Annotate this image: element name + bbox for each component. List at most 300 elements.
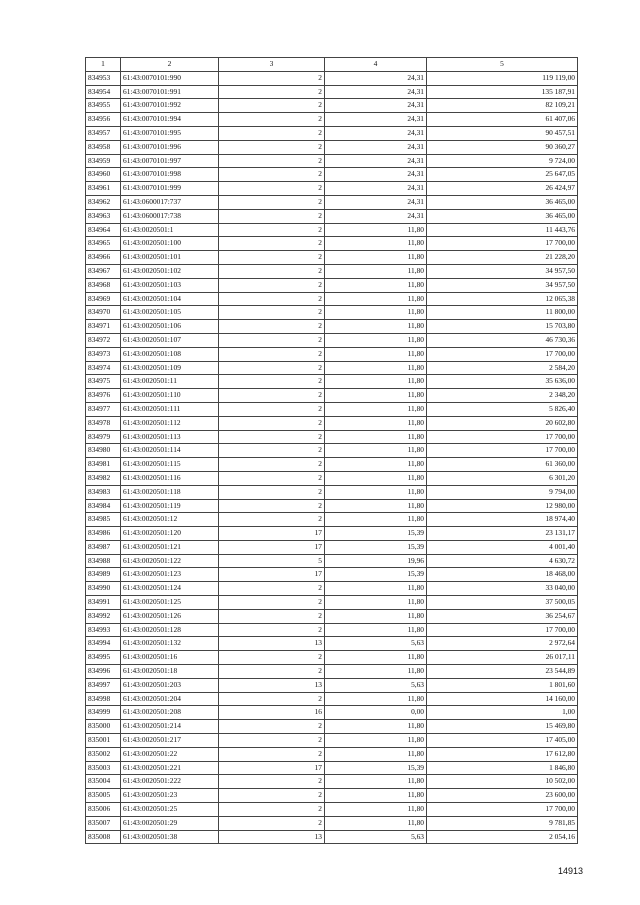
cell-col-1: 834981 [86, 458, 121, 472]
cell-col-1: 834979 [86, 430, 121, 444]
cell-col-2: 61:43:0020501:22 [121, 747, 219, 761]
cell-col-1: 834993 [86, 623, 121, 637]
cell-col-5: 17 700,00 [427, 623, 578, 637]
cell-col-3: 16 [219, 706, 325, 720]
table-row [86, 223, 578, 237]
cell-col-2: 61:43:0020501:102 [121, 264, 219, 278]
cell-col-1: 834973 [86, 347, 121, 361]
cell-col-1: 835002 [86, 747, 121, 761]
cell-col-5: 1 846,80 [427, 761, 578, 775]
cell-col-1: 835008 [86, 830, 121, 844]
cell-col-3: 2 [219, 209, 325, 223]
table-row [86, 154, 578, 168]
cell-col-2: 61:43:0070101:998 [121, 168, 219, 182]
cell-col-4: 11,80 [325, 513, 427, 527]
cell-col-1: 834974 [86, 361, 121, 375]
cell-col-5: 17 700,00 [427, 430, 578, 444]
header-col-3: 3 [219, 58, 325, 72]
table-row [86, 596, 578, 610]
cell-col-2: 61:43:0020501:221 [121, 761, 219, 775]
cell-col-1: 834980 [86, 444, 121, 458]
cell-col-4: 11,80 [325, 237, 427, 251]
table-body [86, 71, 578, 844]
cell-col-2: 61:43:0020501:104 [121, 292, 219, 306]
table-row [86, 361, 578, 375]
cell-col-3: 2 [219, 596, 325, 610]
cell-col-3: 2 [219, 278, 325, 292]
cell-col-4: 24,31 [325, 154, 427, 168]
cell-col-5: 2 348,20 [427, 389, 578, 403]
cell-col-5: 35 636,00 [427, 375, 578, 389]
cell-col-2: 61:43:0020501:103 [121, 278, 219, 292]
cell-col-3: 2 [219, 264, 325, 278]
table-row [86, 651, 578, 665]
cell-col-3: 2 [219, 99, 325, 113]
cell-col-5: 15 703,80 [427, 320, 578, 334]
table-row [86, 747, 578, 761]
cell-col-4: 5,63 [325, 678, 427, 692]
cell-col-2: 61:43:0020501:107 [121, 333, 219, 347]
cell-col-2: 61:43:0070101:992 [121, 99, 219, 113]
table-row [86, 182, 578, 196]
cell-col-3: 2 [219, 458, 325, 472]
table-row [86, 444, 578, 458]
cell-col-3: 2 [219, 499, 325, 513]
cell-col-4: 11,80 [325, 251, 427, 265]
cell-col-2: 61:43:0020501:106 [121, 320, 219, 334]
cell-col-3: 2 [219, 734, 325, 748]
cell-col-4: 24,31 [325, 113, 427, 127]
cell-col-5: 1 801,60 [427, 678, 578, 692]
cell-col-3: 17 [219, 527, 325, 541]
cell-col-4: 11,80 [325, 665, 427, 679]
cell-col-4: 11,80 [325, 444, 427, 458]
cell-col-3: 2 [219, 665, 325, 679]
cell-col-4: 11,80 [325, 775, 427, 789]
cell-col-2: 61:43:0020501:109 [121, 361, 219, 375]
cell-col-5: 18 974,40 [427, 513, 578, 527]
cell-col-2: 61:43:0020501:122 [121, 554, 219, 568]
table-row [86, 402, 578, 416]
cell-col-1: 835000 [86, 720, 121, 734]
cell-col-5: 34 957,50 [427, 278, 578, 292]
cell-col-3: 17 [219, 761, 325, 775]
cell-col-4: 11,80 [325, 292, 427, 306]
cell-col-5: 9 781,85 [427, 816, 578, 830]
cell-col-1: 834966 [86, 251, 121, 265]
cell-col-4: 24,31 [325, 85, 427, 99]
cell-col-3: 2 [219, 320, 325, 334]
cell-col-3: 2 [219, 251, 325, 265]
cell-col-3: 13 [219, 637, 325, 651]
cell-col-2: 61:43:0020501:118 [121, 485, 219, 499]
cell-col-1: 835006 [86, 803, 121, 817]
cell-col-2: 61:43:0070101:990 [121, 71, 219, 85]
table-row [86, 416, 578, 430]
table-row [86, 568, 578, 582]
table-row [86, 99, 578, 113]
cell-col-2: 61:43:0020501:16 [121, 651, 219, 665]
cell-col-4: 11,80 [325, 609, 427, 623]
cell-col-1: 834968 [86, 278, 121, 292]
table-row [86, 292, 578, 306]
cell-col-1: 834956 [86, 113, 121, 127]
cell-col-3: 2 [219, 775, 325, 789]
cell-col-2: 61:43:0020501:126 [121, 609, 219, 623]
cell-col-2: 61:43:0020501:124 [121, 582, 219, 596]
cell-col-1: 835004 [86, 775, 121, 789]
cell-col-1: 834983 [86, 485, 121, 499]
cell-col-2: 61:43:0020501:1 [121, 223, 219, 237]
cell-col-1: 834967 [86, 264, 121, 278]
table-row [86, 720, 578, 734]
cell-col-1: 835007 [86, 816, 121, 830]
table-row [86, 706, 578, 720]
cell-col-4: 11,80 [325, 458, 427, 472]
cell-col-3: 13 [219, 830, 325, 844]
cell-col-4: 11,80 [325, 734, 427, 748]
cell-col-2: 61:43:0020501:111 [121, 402, 219, 416]
cell-col-2: 61:43:0020501:11 [121, 375, 219, 389]
cell-col-4: 11,80 [325, 402, 427, 416]
table-row [86, 320, 578, 334]
cell-col-5: 82 109,21 [427, 99, 578, 113]
cell-col-5: 36 254,67 [427, 609, 578, 623]
cell-col-4: 15,39 [325, 568, 427, 582]
cell-col-1: 834969 [86, 292, 121, 306]
cell-col-4: 11,80 [325, 803, 427, 817]
cell-col-3: 2 [219, 720, 325, 734]
cell-col-2: 61:43:0020501:105 [121, 306, 219, 320]
cell-col-1: 834975 [86, 375, 121, 389]
cell-col-3: 2 [219, 140, 325, 154]
cell-col-1: 835005 [86, 789, 121, 803]
cell-col-1: 834971 [86, 320, 121, 334]
cell-col-5: 90 457,51 [427, 126, 578, 140]
cell-col-3: 2 [219, 485, 325, 499]
cell-col-1: 834964 [86, 223, 121, 237]
table-row [86, 333, 578, 347]
cell-col-1: 834954 [86, 85, 121, 99]
cell-col-4: 11,80 [325, 375, 427, 389]
cell-col-3: 2 [219, 292, 325, 306]
cell-col-1: 834984 [86, 499, 121, 513]
cell-col-5: 4 001,40 [427, 540, 578, 554]
cell-col-2: 61:43:0020501:203 [121, 678, 219, 692]
cell-col-2: 61:43:0020501:214 [121, 720, 219, 734]
cell-col-2: 61:43:0020501:115 [121, 458, 219, 472]
cell-col-1: 834955 [86, 99, 121, 113]
cell-col-5: 36 465,00 [427, 195, 578, 209]
table-row [86, 71, 578, 85]
cell-col-5: 5 826,40 [427, 402, 578, 416]
cell-col-3: 2 [219, 126, 325, 140]
cell-col-1: 834994 [86, 637, 121, 651]
cell-col-2: 61:43:0020501:29 [121, 816, 219, 830]
cell-col-4: 11,80 [325, 347, 427, 361]
table-header [86, 58, 578, 72]
cell-col-2: 61:43:0020501:12 [121, 513, 219, 527]
table-row [86, 251, 578, 265]
cell-col-2: 61:43:0020501:125 [121, 596, 219, 610]
cell-col-5: 15 469,80 [427, 720, 578, 734]
page-number: 14913 [558, 866, 584, 876]
table-row [86, 264, 578, 278]
cell-col-4: 11,80 [325, 747, 427, 761]
cell-col-3: 2 [219, 182, 325, 196]
cell-col-3: 2 [219, 347, 325, 361]
cell-col-5: 14 160,00 [427, 692, 578, 706]
table-row [86, 306, 578, 320]
cell-col-4: 24,31 [325, 209, 427, 223]
cell-col-2: 61:43:0020501:110 [121, 389, 219, 403]
cell-col-2: 61:43:0020501:101 [121, 251, 219, 265]
cell-col-3: 2 [219, 113, 325, 127]
cell-col-5: 37 500,05 [427, 596, 578, 610]
cell-col-2: 61:43:0020501:116 [121, 471, 219, 485]
cell-col-2: 61:43:0020501:119 [121, 499, 219, 513]
cell-col-4: 24,31 [325, 99, 427, 113]
cell-col-5: 17 405,00 [427, 734, 578, 748]
cell-col-3: 2 [219, 803, 325, 817]
cell-col-1: 834986 [86, 527, 121, 541]
cell-col-5: 17 700,00 [427, 237, 578, 251]
cell-col-5: 12 065,38 [427, 292, 578, 306]
table-row [86, 113, 578, 127]
cell-col-1: 834970 [86, 306, 121, 320]
cell-col-3: 2 [219, 609, 325, 623]
table-row [86, 430, 578, 444]
cell-col-2: 61:43:0020501:217 [121, 734, 219, 748]
cell-col-3: 17 [219, 540, 325, 554]
table-row [86, 85, 578, 99]
cell-col-1: 834989 [86, 568, 121, 582]
cell-col-5: 11 443,76 [427, 223, 578, 237]
cell-col-2: 61:43:0020501:108 [121, 347, 219, 361]
cell-col-5: 21 228,20 [427, 251, 578, 265]
header-col-5: 5 [427, 58, 578, 72]
cell-col-3: 2 [219, 582, 325, 596]
cell-col-4: 11,80 [325, 471, 427, 485]
cell-col-3: 2 [219, 747, 325, 761]
cell-col-1: 834959 [86, 154, 121, 168]
cell-col-1: 834961 [86, 182, 121, 196]
cell-col-4: 5,63 [325, 830, 427, 844]
cell-col-1: 834990 [86, 582, 121, 596]
cell-col-1: 834997 [86, 678, 121, 692]
cell-col-5: 17 612,80 [427, 747, 578, 761]
cell-col-3: 2 [219, 85, 325, 99]
cell-col-2: 61:43:0070101:994 [121, 113, 219, 127]
cell-col-3: 13 [219, 678, 325, 692]
header-col-2: 2 [121, 58, 219, 72]
cell-col-2: 61:43:0020501:123 [121, 568, 219, 582]
table-row [86, 692, 578, 706]
cell-col-1: 834999 [86, 706, 121, 720]
table-row [86, 195, 578, 209]
cell-col-4: 24,31 [325, 71, 427, 85]
cell-col-1: 834972 [86, 333, 121, 347]
cell-col-5: 17 700,00 [427, 347, 578, 361]
cell-col-1: 834992 [86, 609, 121, 623]
table-row [86, 554, 578, 568]
table-row [86, 527, 578, 541]
cell-col-3: 2 [219, 430, 325, 444]
table-row [86, 816, 578, 830]
table-row [86, 389, 578, 403]
header-col-4: 4 [325, 58, 427, 72]
cell-col-5: 1,00 [427, 706, 578, 720]
cell-col-5: 4 630,72 [427, 554, 578, 568]
cell-col-1: 834962 [86, 195, 121, 209]
cell-col-5: 23 544,89 [427, 665, 578, 679]
cell-col-2: 61:43:0020501:222 [121, 775, 219, 789]
cell-col-4: 24,31 [325, 182, 427, 196]
cell-col-3: 2 [219, 168, 325, 182]
cell-col-3: 2 [219, 651, 325, 665]
cell-col-2: 61:43:0020501:120 [121, 527, 219, 541]
cell-col-3: 2 [219, 333, 325, 347]
cell-col-5: 26 017,11 [427, 651, 578, 665]
cell-col-4: 15,39 [325, 761, 427, 775]
cell-col-3: 2 [219, 71, 325, 85]
table-row [86, 582, 578, 596]
cell-col-4: 19,96 [325, 554, 427, 568]
cell-col-1: 834985 [86, 513, 121, 527]
table-row [86, 513, 578, 527]
cell-col-4: 11,80 [325, 278, 427, 292]
cell-col-3: 2 [219, 375, 325, 389]
cell-col-5: 2 584,20 [427, 361, 578, 375]
cell-col-5: 9 794,00 [427, 485, 578, 499]
table-row [86, 775, 578, 789]
cell-col-5: 11 800,00 [427, 306, 578, 320]
cell-col-4: 11,80 [325, 789, 427, 803]
cell-col-4: 11,80 [325, 651, 427, 665]
cell-col-2: 61:43:0020501:112 [121, 416, 219, 430]
table-row [86, 609, 578, 623]
cell-col-4: 11,80 [325, 306, 427, 320]
cell-col-3: 2 [219, 416, 325, 430]
cell-col-4: 24,31 [325, 168, 427, 182]
cell-col-2: 61:43:0600017:738 [121, 209, 219, 223]
cell-col-2: 61:43:0020501:114 [121, 444, 219, 458]
cell-col-4: 11,80 [325, 416, 427, 430]
cell-col-1: 834998 [86, 692, 121, 706]
table-row [86, 637, 578, 651]
cell-col-4: 11,80 [325, 264, 427, 278]
cell-col-3: 2 [219, 513, 325, 527]
cell-col-4: 11,80 [325, 596, 427, 610]
cell-col-5: 135 187,91 [427, 85, 578, 99]
cell-col-4: 5,63 [325, 637, 427, 651]
cell-col-3: 2 [219, 789, 325, 803]
table-row [86, 485, 578, 499]
table-row [86, 803, 578, 817]
cell-col-3: 2 [219, 444, 325, 458]
cell-col-1: 834996 [86, 665, 121, 679]
cell-col-2: 61:43:0020501:208 [121, 706, 219, 720]
cell-col-3: 2 [219, 816, 325, 830]
cell-col-4: 11,80 [325, 582, 427, 596]
cell-col-5: 25 647,05 [427, 168, 578, 182]
data-table [85, 57, 578, 844]
table-row [86, 471, 578, 485]
cell-col-1: 835001 [86, 734, 121, 748]
table-row [86, 540, 578, 554]
cell-col-3: 5 [219, 554, 325, 568]
cell-col-1: 834977 [86, 402, 121, 416]
cell-col-4: 11,80 [325, 485, 427, 499]
cell-col-2: 61:43:0600017:737 [121, 195, 219, 209]
cell-col-2: 61:43:0070101:991 [121, 85, 219, 99]
header-row [86, 58, 578, 72]
cell-col-2: 61:43:0070101:999 [121, 182, 219, 196]
cell-col-2: 61:43:0020501:38 [121, 830, 219, 844]
cell-col-1: 834957 [86, 126, 121, 140]
cell-col-4: 24,31 [325, 195, 427, 209]
cell-col-5: 9 724,00 [427, 154, 578, 168]
table-row [86, 830, 578, 844]
cell-col-5: 34 957,50 [427, 264, 578, 278]
cell-col-3: 2 [219, 389, 325, 403]
cell-col-4: 11,80 [325, 720, 427, 734]
cell-col-5: 12 980,00 [427, 499, 578, 513]
cell-col-2: 61:43:0020501:18 [121, 665, 219, 679]
cell-col-5: 17 700,00 [427, 803, 578, 817]
cell-col-2: 61:43:0070101:995 [121, 126, 219, 140]
cell-col-5: 46 730,36 [427, 333, 578, 347]
cell-col-5: 20 602,80 [427, 416, 578, 430]
cell-col-3: 2 [219, 361, 325, 375]
table-row [86, 665, 578, 679]
cell-col-2: 61:43:0020501:121 [121, 540, 219, 554]
cell-col-1: 835003 [86, 761, 121, 775]
cell-col-3: 2 [219, 306, 325, 320]
cell-col-5: 17 700,00 [427, 444, 578, 458]
table-row [86, 168, 578, 182]
cell-col-3: 17 [219, 568, 325, 582]
cell-col-5: 18 468,00 [427, 568, 578, 582]
cell-col-5: 36 465,00 [427, 209, 578, 223]
table-row [86, 209, 578, 223]
cell-col-5: 26 424,97 [427, 182, 578, 196]
cell-col-5: 90 360,27 [427, 140, 578, 154]
header-col-1: 1 [86, 58, 121, 72]
cell-col-2: 61:43:0020501:128 [121, 623, 219, 637]
table-row [86, 623, 578, 637]
cell-col-1: 834982 [86, 471, 121, 485]
cell-col-5: 10 502,00 [427, 775, 578, 789]
cell-col-2: 61:43:0020501:204 [121, 692, 219, 706]
cell-col-1: 834988 [86, 554, 121, 568]
cell-col-4: 11,80 [325, 430, 427, 444]
cell-col-2: 61:43:0070101:996 [121, 140, 219, 154]
cell-col-1: 834953 [86, 71, 121, 85]
cell-col-4: 11,80 [325, 816, 427, 830]
table-row [86, 734, 578, 748]
cell-col-4: 11,80 [325, 320, 427, 334]
cell-col-1: 834995 [86, 651, 121, 665]
cell-col-3: 2 [219, 402, 325, 416]
cell-col-3: 2 [219, 154, 325, 168]
cell-col-2: 61:43:0020501:132 [121, 637, 219, 651]
cell-col-3: 2 [219, 623, 325, 637]
cell-col-2: 61:43:0020501:113 [121, 430, 219, 444]
cell-col-4: 11,80 [325, 223, 427, 237]
cell-col-4: 24,31 [325, 126, 427, 140]
cell-col-3: 2 [219, 195, 325, 209]
